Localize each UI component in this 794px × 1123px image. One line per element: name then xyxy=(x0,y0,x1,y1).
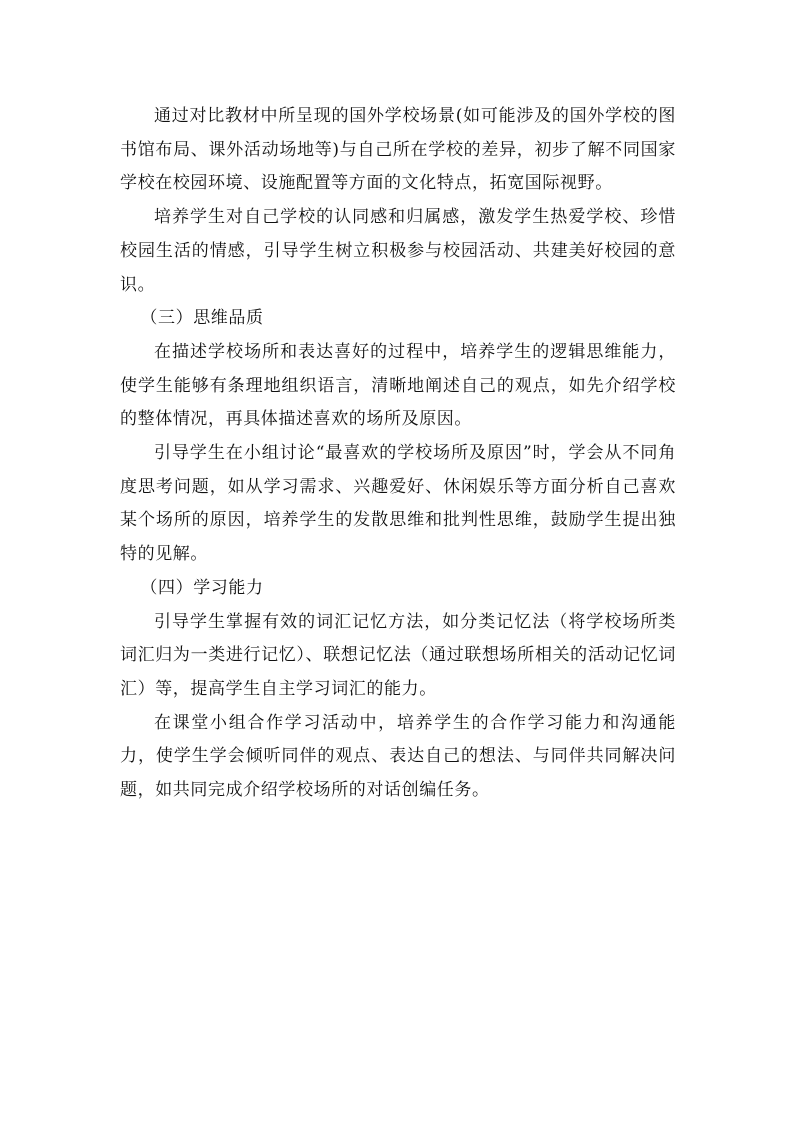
document-body xyxy=(120,100,676,808)
paragraph-group-discussion: 引导学生在小组讨论“最喜欢的学校场所及原因”时，学会从不同角度思考问题，如从学习需求、兴趣爱好、休闲娱乐等方面分析自己喜欢某个场所的原因，培养学生的发散思维和批判性思维，鼓励学生提出独特的见解。 xyxy=(120,443,676,565)
paragraph-international-school-comparison: 通过对比教材中所呈现的国外学校场景(如可能涉及的国外学校的图书馆布局、课外活动场地等)与自己所在学校的差异，初步了解不同国家学校在校园环境、设施配置等方面的文化特点，拓宽国际视野。 xyxy=(120,106,676,194)
heading-thinking-quality: （三）思维品质 xyxy=(140,308,264,329)
paragraph-cooperative-learning: 在课堂小组合作学习活动中，培养学生的合作学习能力和沟通能力，使学生学会倾听同伴的观点、表达自己的想法、与同伴共同解决问题，如共同完成介绍学校场所的对话创编任务。 xyxy=(120,712,676,801)
paragraph-logical-thinking: 在描述学校场所和表达喜好的过程中，培养学生的逻辑思维能力，使学生能够有条理地组织语言，清晰地阐述自己的观点，如先介绍学校的整体情况，再具体描述喜欢的场所及原因。 xyxy=(120,341,676,430)
paragraph-vocabulary-methods: 引导学生掌握有效的词汇记忆方法，如分类记忆法（将学校场所类词汇归为一类进行记忆）、联想记忆法（通过联想场所相关的活动记忆词汇）等，提高学生自主学习词汇的能力。 xyxy=(120,611,676,699)
heading-learning-ability: （四）学习能力 xyxy=(140,577,264,598)
paragraph-school-belonging: 培养学生对自己学校的认同感和归属感，激发学生热爱学校、珍惜校园生活的情感，引导学生树立积极参与校园活动、共建美好校园的意识。 xyxy=(120,207,676,295)
